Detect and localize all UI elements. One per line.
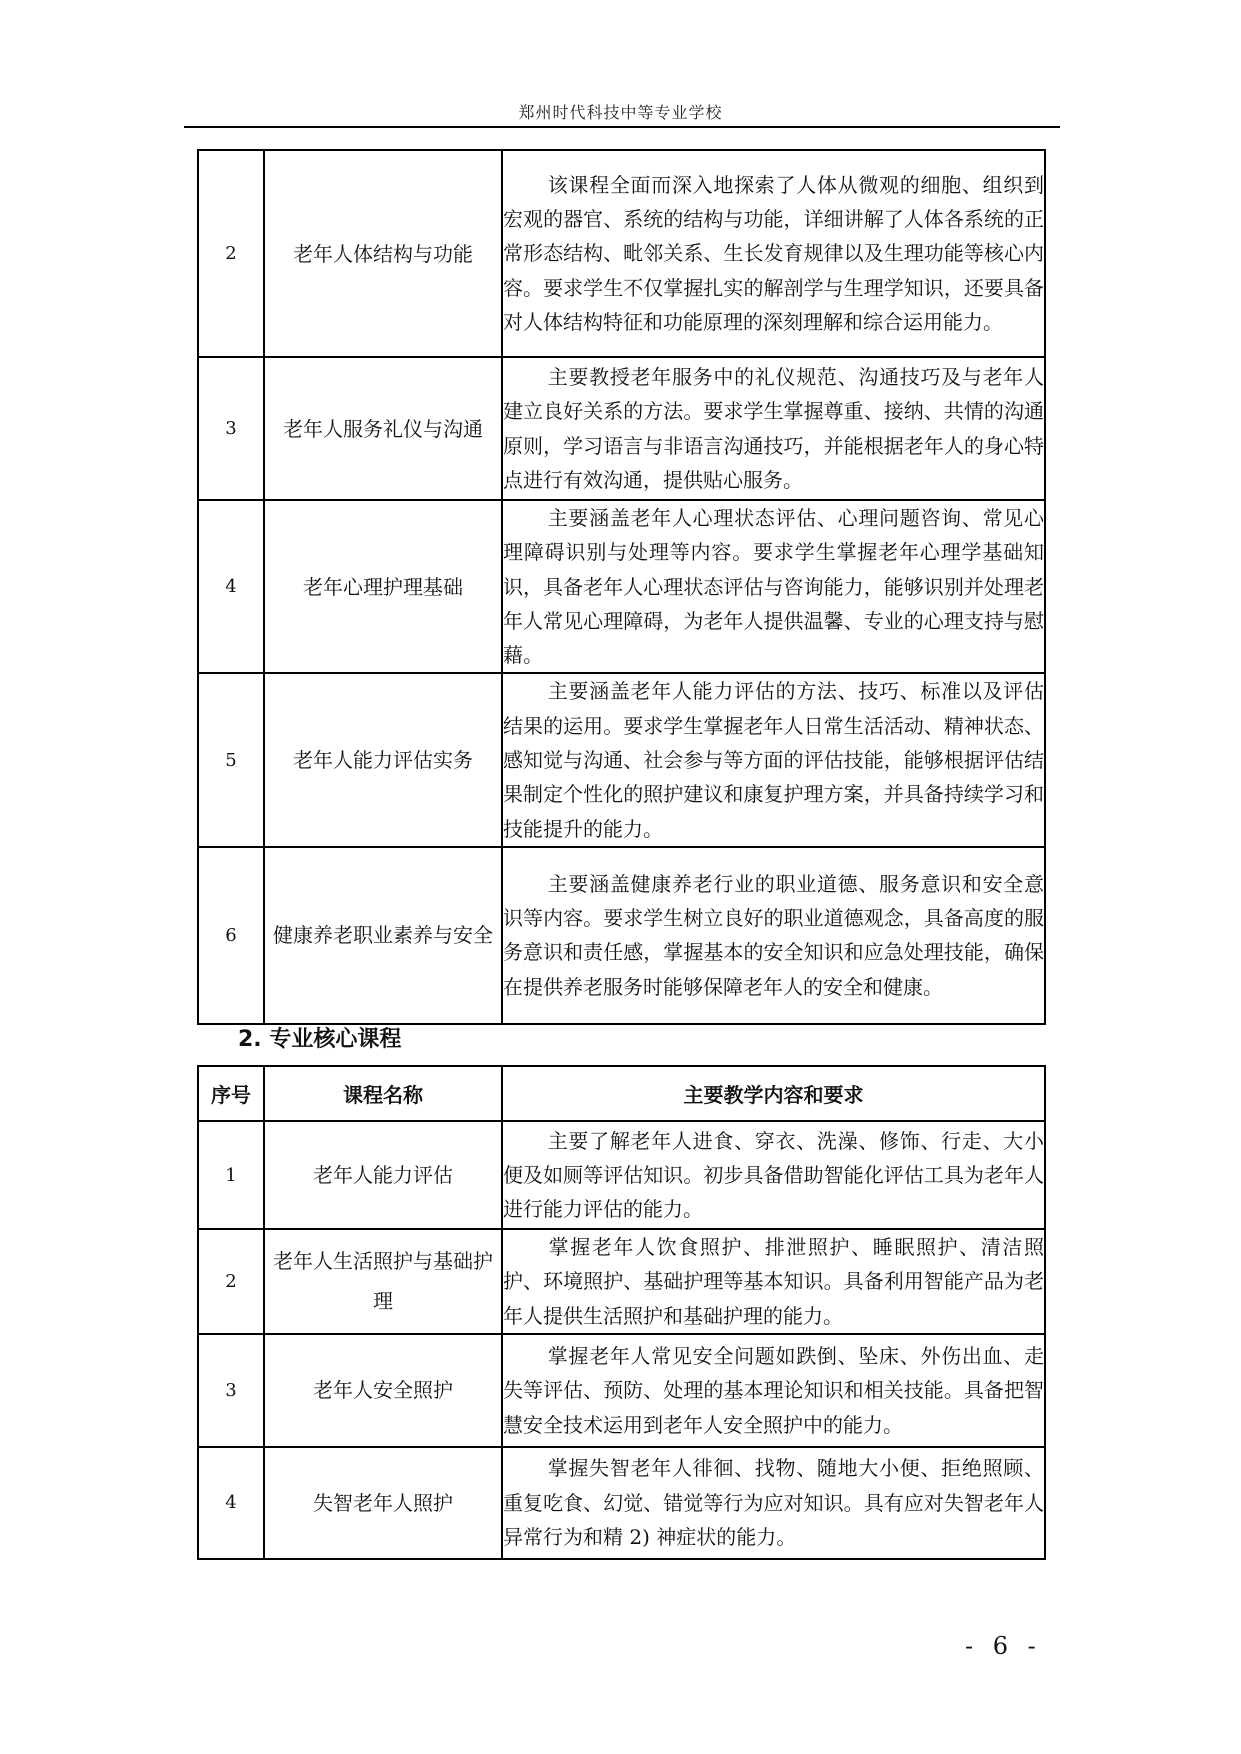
table-row [198, 1334, 1045, 1447]
table-row [198, 673, 1045, 846]
page-header-school: 郑州时代科技中等专业学校 [518, 103, 723, 122]
course-name: 老年人体结构与功能 [264, 150, 502, 357]
row-number: 3 [198, 1334, 264, 1447]
table-header-row [198, 1066, 1045, 1121]
table-row [198, 150, 1045, 357]
course-description [502, 847, 1045, 1024]
course-name: 健康养老职业素养与安全 [264, 847, 502, 1024]
header-divider [184, 126, 1060, 128]
row-number: 5 [198, 673, 264, 846]
course-name: 老年人安全照护 [264, 1334, 502, 1447]
row-number: 4 [198, 500, 264, 673]
course-description-text: 主要涵盖健康养老行业的职业道德、服务意识和安全意识等内容。要求学生树立良好的职业道德观念，具备高度的服务意识和责任感，掌握基本的安全知识和应急处理技能，确保在提供养老服务时能够保障老年人的安全和健康。 [503, 871, 1044, 999]
table-row [198, 357, 1045, 500]
course-description [502, 673, 1045, 846]
course-description-text: 掌握失智老年人徘徊、找物、随地大小便、拒绝照顾、重复吃食、幻觉、错觉等行为应对知识。具有应对失智老年人异常行为和精 2) 神症状的能力。 [503, 1456, 1044, 1550]
course-name: 老年心理护理基础 [264, 500, 502, 673]
row-number: 3 [198, 357, 264, 500]
row-number: 2 [198, 150, 264, 357]
row-number: 4 [198, 1447, 264, 1559]
course-description-text: 掌握老年人饮食照护、排泄照护、睡眠照护、清洁照护、环境照护、基础护理等基本知识。具备利用智能产品为老年人提供生活照护和基础护理的能力。 [503, 1235, 1044, 1328]
course-description-text: 主要教授老年服务中的礼仪规范、沟通技巧及与老年人建立良好关系的方法。要求学生掌握尊重、接纳、共情的沟通原则，学习语言与非语言沟通技巧，并能根据老年人的身心特点进行有效沟通，提供贴心服务。 [503, 364, 1044, 492]
course-description [502, 1447, 1045, 1559]
column-header-number: 序号 [198, 1066, 264, 1121]
course-name: 老年人服务礼仪与沟通 [264, 357, 502, 500]
course-description-text: 该课程全面而深入地探索了人体从微观的细胞、组织到宏观的器官、系统的结构与功能，详细讲解了人体各系统的正常形态结构、毗邻关系、生长发育规律以及生理功能等核心内容。要求学生不仅掌握扎实的解剖学与生理学知识，还要具备对人体结构特征和功能原理的深刻理解和综合运用能力。 [503, 172, 1044, 334]
page-number: - 6 - [965, 1632, 1042, 1660]
course-description [502, 357, 1045, 500]
course-name: 老年人能力评估 [264, 1121, 502, 1229]
table-row [198, 500, 1045, 673]
course-description [502, 1121, 1045, 1229]
course-description-text: 掌握老年人常见安全问题如跌倒、坠床、外伤出血、走失等评估、预防、处理的基本理论知识和相关技能。具备把智慧安全技术运用到老年人安全照护中的能力。 [503, 1343, 1044, 1437]
table-row [198, 1229, 1045, 1334]
core-course-table [197, 1065, 1046, 1560]
course-description [502, 1334, 1045, 1447]
course-description-text: 主要了解老年人进食、穿衣、洗澡、修饰、行走、大小便及如厕等评估知识。初步具备借助智能化评估工具为老年人进行能力评估的能力。 [503, 1128, 1044, 1222]
table-row [198, 1447, 1045, 1559]
course-name: 老年人能力评估实务 [264, 673, 502, 846]
course-description [502, 1229, 1045, 1334]
table-row [198, 1121, 1045, 1229]
row-number: 6 [198, 847, 264, 1024]
general-course-table [197, 149, 1046, 1025]
section-heading-core-courses: 2. 专业核心课程 [238, 1027, 402, 1052]
course-description [502, 500, 1045, 673]
row-number: 2 [198, 1229, 264, 1334]
course-description-text: 主要涵盖老年人能力评估的方法、技巧、标准以及评估结果的运用。要求学生掌握老年人日常生活活动、精神状态、感知觉与沟通、社会参与等方面的评估技能，能够根据评估结果制定个性化的照护建议和康复护理方案，并具备持续学习和技能提升的能力。 [503, 679, 1044, 841]
course-name: 失智老年人照护 [264, 1447, 502, 1559]
course-description-text: 主要涵盖老年人心理状态评估、心理问题咨询、常见心理障碍识别与处理等内容。要求学生掌握老年心理学基础知识，具备老年人心理状态评估与咨询能力，能够识别并处理老年人常见心理障碍，为老年人提供温馨、专业的心理支持与慰藉。 [503, 506, 1044, 668]
table-row [198, 847, 1045, 1024]
column-header-description: 主要教学内容和要求 [502, 1066, 1045, 1121]
column-header-name: 课程名称 [264, 1066, 502, 1121]
course-description [502, 150, 1045, 357]
course-name: 老年人生活照护与基础护理 [264, 1229, 502, 1334]
row-number: 1 [198, 1121, 264, 1229]
